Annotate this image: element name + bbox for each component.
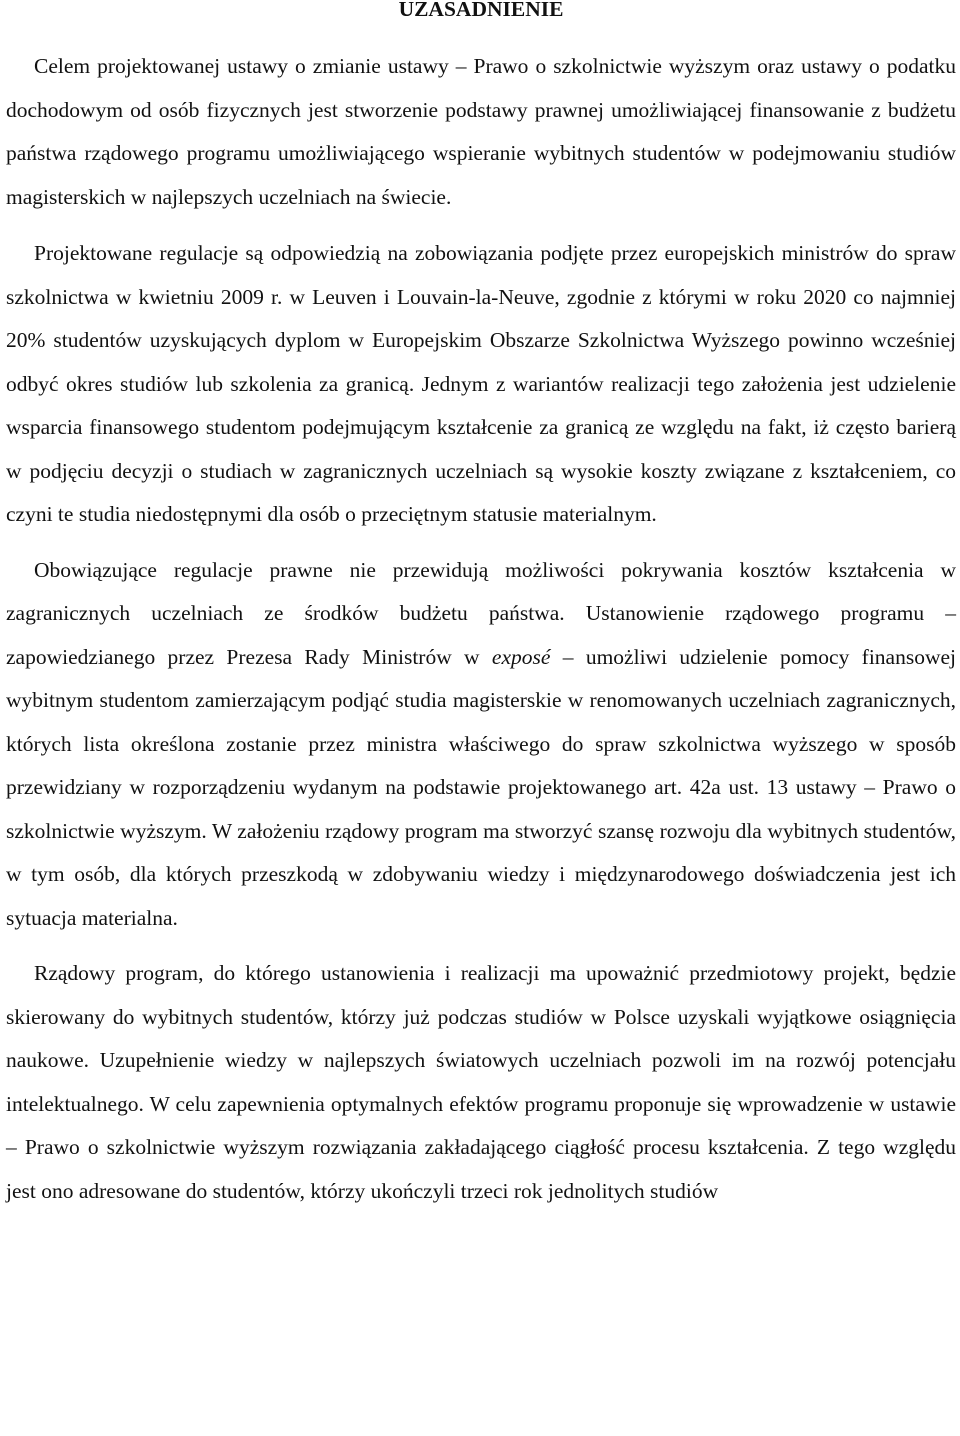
paragraph-text-after: – umożliwi udzielenie pomocy finansowej wybitnym studentom zamierzającym podjąć studia magisterskie w renomowanych uczelniach zagranicznych, których lista określona zostanie przez ministra właściwego do spraw szkolnictwa wyższego w sposób przewidziany w rozporządzeniu wydanym na podstawie projektowanego art. 42a ust. 13 ustawy – Prawo o szkolnictwie wyższym. W założeniu rządowy program ma stworzyć szansę rozwoju dla wybitnych studentów, w tym osób, dla których przeszkodą w zdobywaniu wiedzy i międzynarodowego doświadczenia jest ich sytuacja materialna.	[6, 644, 956, 930]
document-title: UZASADNIENIE	[398, 0, 564, 21]
document-page	[6, 0, 956, 1213]
paragraph-current-regulations	[6, 549, 956, 941]
paragraph-text-before: Obowiązujące regulacje prawne nie przewidują możliwości pokrywania kosztów kształcenia w zagranicznych uczelniach ze środków budżetu państwa. Ustanowienie rządowego programu – zapowiedzianego przez Prezesa Rady Ministrów w	[6, 557, 956, 669]
paragraph-program: Rządowy program, do którego ustanowienia i realizacji ma upoważnić przedmiotowy projekt, będzie skierowany do wybitnych studentów, którzy już podczas studiów w Polsce uzyskali wyjątkowe osiągnięcia naukowe. Uzupełnienie wiedzy w najlepszych światowych uczelniach pozwoli im na rozwój potencjału intelektualnego. W celu zapewnienia optymalnych efektów programu proponuje się wprowadzenie w ustawie – Prawo o szkolnictwie wyższym rozwiązania zakładającego ciągłość procesu kształcenia. Z tego względu jest ono adresowane do studentów, którzy ukończyli trzeci rok jednolitych studiów	[6, 961, 956, 1203]
paragraph-commitments: Projektowane regulacje są odpowiedzią na zobowiązania podjęte przez europejskich ministrów do spraw szkolnictwa w kwietniu 2009 r. w Leuven i Louvain-la-Neuve, zgodnie z którymi w roku 2020 co najmniej 20% studentów uzyskujących dyplom w Europejskim Obszarze Szkolnictwa Wyższego powinno wcześniej odbyć okres studiów lub szkolenia za granicą. Jednym z wariantów realizacji tego założenia jest udzielenie wsparcia finansowego studentom podejmującym kształcenie za granicą ze względu na fakt, iż często barierą w podjęciu decyzji o studiach w zagranicznych uczelniach są wysokie koszty związane z kształceniem, co czyni te studia niedostępnymi dla osób o przeciętnym statusie materialnym.	[6, 241, 956, 526]
emphasis-expose: exposé	[491, 644, 551, 669]
paragraph-purpose: Celem projektowanej ustawy o zmianie ustawy – Prawo o szkolnictwie wyższym oraz ustawy o podatku dochodowym od osób fizycznych jest stworzenie podstawy prawnej umożliwiającej finansowanie z budżetu państwa rządowego programu umożliwiającego wspieranie wybitnych studentów w podejmowaniu studiów magisterskich w najlepszych uczelniach na świecie.	[6, 54, 956, 209]
